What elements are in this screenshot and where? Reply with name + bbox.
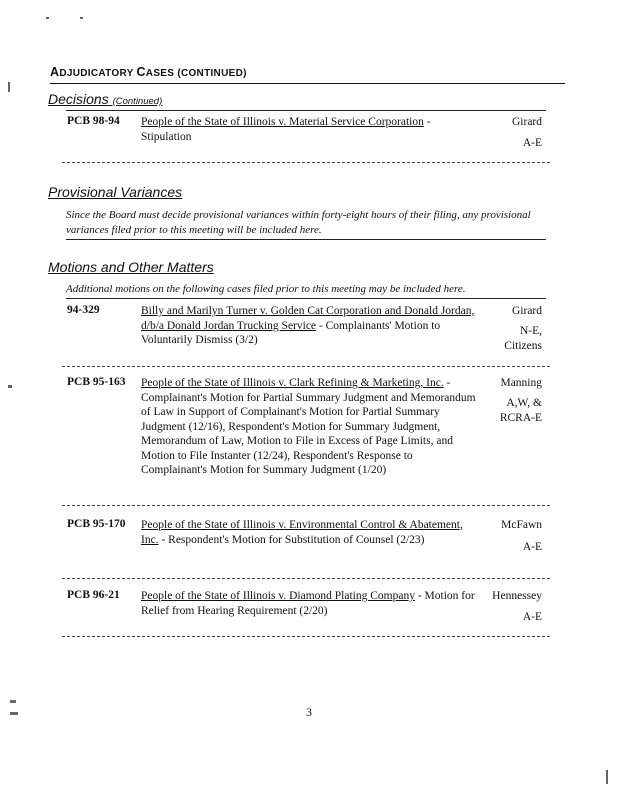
case-detail: - Stipulation: [141, 116, 431, 143]
board-member: Hennessey: [492, 590, 542, 602]
scan-speck: [606, 770, 608, 784]
section-heading-motions: Motions and Other Matters: [48, 259, 214, 275]
rule: [62, 636, 550, 637]
case-detail: - Respondent's Motion for Substitution of Counsel (2/23): [158, 533, 425, 546]
case-title: People of the State of Illinois v. Diamond Plating Company: [141, 590, 415, 602]
case-title: Billy and Marilyn Turner v. Golden Cat Corporation and Donald Jordan, d/b/a Donald Jordan Trucking Service: [141, 305, 475, 332]
header-text: (CONTINUED): [177, 68, 247, 79]
board-member: Manning: [500, 377, 542, 389]
scan-speck: [80, 17, 83, 19]
board-member: McFawn: [501, 519, 542, 531]
scan-speck: [8, 82, 10, 92]
case-id: PCB 95-170: [67, 518, 126, 530]
board-member: Girard: [511, 305, 542, 317]
section-heading-provisional: Provisional Variances: [48, 184, 183, 200]
case-id: PCB 98-94: [67, 115, 120, 127]
rule: [62, 578, 550, 579]
vote-code: A-E: [522, 611, 542, 623]
case-title: People of the State of Illinois v. Material Service Corporation: [141, 116, 424, 128]
header-rule: [50, 83, 565, 84]
rule: [62, 162, 550, 163]
case-detail: - Complainant's Motion for Partial Summary Judgment and Memorandum of Law in Support of Complainant's Motion for Partial Summary Judgment (12/16), Respondent's Motion for Summary Judgment, Memorandum of Law, Motion to File in Excess of Page Limits, and Motion to File Instanter (12/24), Respondent's Response to Complainant's Motion for Summary Judgment (1/20): [141, 377, 476, 476]
case-detail: - Complainants' Motion to Voluntarily Dismiss (3/2): [141, 319, 441, 346]
case-id: PCB 96-21: [67, 589, 120, 601]
scan-speck: [46, 17, 49, 19]
scan-speck: [10, 700, 16, 703]
page-number: 3: [306, 705, 312, 719]
header-text: C: [136, 65, 146, 79]
rule: [62, 366, 550, 367]
case-title: People of the State of Illinois v. Clark Refining & Marketing, Inc.: [141, 377, 444, 389]
vote-code: RCRA-E: [499, 412, 542, 424]
rule: [66, 110, 546, 111]
section-suffix: (Continued): [112, 96, 163, 107]
section-heading-decisions: [48, 91, 162, 107]
section-note: Since the Board must decide provisional variances within forty-eight hours of their filing, any provisional variances filed prior to this meeting will be included here.: [66, 209, 531, 236]
vote-code: A-E: [522, 137, 542, 149]
rule: [62, 505, 550, 506]
section-note: Additional motions on the following cases filed prior to this meeting may be included here.: [66, 283, 466, 295]
section-title: Decisions: [48, 91, 109, 107]
vote-code: A-E: [522, 541, 542, 553]
case-description: [141, 115, 461, 144]
case-description: [141, 589, 476, 618]
case-title: People of the State of Illinois v. Environmental Control & Abatement, Inc.: [141, 519, 463, 546]
case-description: [141, 376, 476, 478]
header-text: DJUDICATORY: [59, 68, 137, 79]
scan-speck: [8, 385, 12, 388]
vote-code: N-E,: [519, 325, 542, 337]
vote-code: Citizens: [504, 340, 542, 352]
case-detail: - Motion for Relief from Hearing Requirement (2/20): [141, 590, 475, 617]
rule: [66, 298, 546, 299]
board-member: Girard: [511, 116, 542, 128]
case-description: [141, 518, 476, 547]
case-id: PCB 95-163: [67, 376, 126, 388]
header-text: A: [50, 65, 60, 79]
rule: [66, 239, 546, 240]
vote-code: A,W, &: [506, 397, 542, 409]
page-header: [50, 65, 247, 79]
case-id: 94-329: [67, 304, 100, 316]
case-description: [141, 304, 476, 348]
header-text: ASES: [145, 68, 178, 79]
